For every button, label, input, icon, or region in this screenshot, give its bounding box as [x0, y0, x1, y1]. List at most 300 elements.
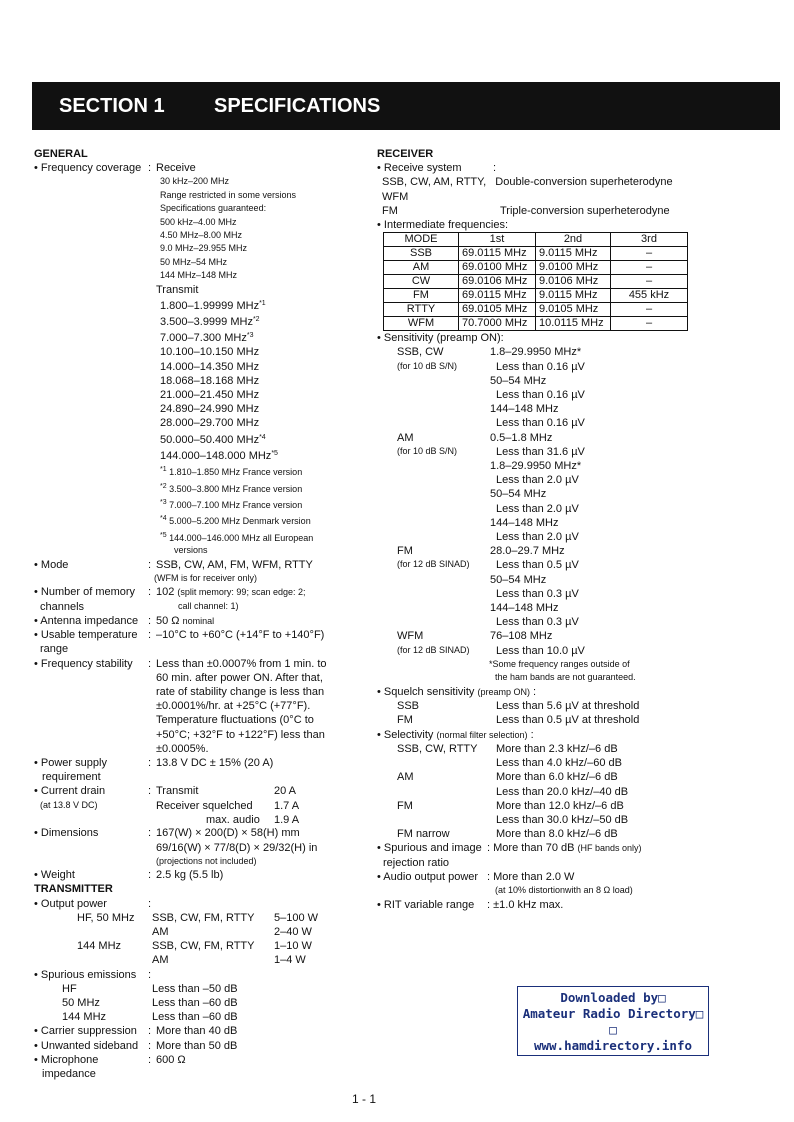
- output-row: [34, 939, 364, 953]
- sens-value: Less than 0.16 µV: [496, 389, 585, 402]
- temp-label: • Usable temperature: [34, 629, 138, 642]
- sens-value: Less than 2.0 µV: [496, 531, 579, 544]
- watermark-line3: □: [609, 1022, 617, 1037]
- stability-line: 60 min. after power ON. After that,: [156, 671, 323, 684]
- drain-value: 1.7 A: [274, 799, 300, 812]
- if-row: [384, 261, 688, 275]
- receive-range: Range restricted in some versions: [160, 189, 297, 200]
- transmit-range-text: 18.068–18.168 MHz: [160, 374, 260, 387]
- sens-line: [377, 544, 707, 558]
- selectivity-value: More than 8.0 kHz/–6 dB: [496, 828, 618, 841]
- memory-label: • Number of memory: [34, 586, 136, 599]
- transmit-range: [160, 374, 364, 388]
- if-cell: –: [611, 317, 688, 331]
- transmit-range-mark: *2: [252, 316, 260, 324]
- receive-ranges: [34, 175, 364, 282]
- if-cell: 69.0100 MHz: [459, 261, 536, 275]
- sens-line: [377, 558, 707, 572]
- sens-note: (for 12 dB SINAD): [397, 559, 470, 570]
- transmit-range: [160, 388, 364, 402]
- receive-range: 500 kHz–4.00 MHz: [160, 216, 237, 227]
- sens-label: • Sensitivity (preamp ON):: [377, 332, 504, 345]
- squelch-label: • Squelch sensitivity: [377, 685, 475, 698]
- transmit-range: [160, 447, 364, 463]
- sens-value: Less than 0.5 µV: [496, 559, 579, 572]
- sens-value: 0.5–1.8 MHz: [490, 431, 553, 444]
- transmit-range: [160, 313, 364, 329]
- if-cell: 9.0115 MHz: [536, 247, 611, 261]
- sens-value: 144–148 MHz: [490, 516, 559, 529]
- memory-note2: call channel: 1): [178, 600, 239, 611]
- dimensions-row: • Dimensions : 167(W) × 200(D) × 58(H) mm 69/16(W) × 77/8(D) × 29/32(H) in (projections not included): [34, 826, 364, 868]
- dim-value-in: 69/16(W) × 77/8(D) × 29/32(H) in: [156, 841, 318, 854]
- squelch-value: Less than 0.5 µV at threshold: [496, 714, 640, 727]
- sens-line: [377, 530, 707, 544]
- sens-value: 50–54 MHz: [490, 374, 547, 387]
- receive-range: 4.50 MHz–8.00 MHz: [160, 230, 243, 241]
- antenna-row: • Antenna impedance : 50 Ω nominal: [34, 614, 215, 627]
- note-mark: *2: [160, 482, 167, 490]
- transmit-range: [160, 431, 364, 447]
- sens-line: [377, 644, 707, 658]
- note-text: 1.810–1.850 MHz France version: [166, 467, 303, 478]
- transmit-range: [160, 402, 364, 416]
- mic-label: • Microphone: [34, 1053, 99, 1066]
- selectivity-row: [377, 785, 707, 799]
- selectivity-mode: AM: [397, 771, 414, 784]
- sens-line: [377, 416, 707, 430]
- mode-note: (WFM is for receiver only): [154, 572, 258, 583]
- transmit-range-mark: *3: [246, 332, 254, 340]
- sens-mode: [377, 388, 490, 402]
- spurious-table: [34, 982, 364, 1025]
- if-row: [384, 275, 688, 289]
- transmit-range-mark: *1: [259, 299, 266, 307]
- sens-value: Less than 0.3 µV: [496, 587, 579, 600]
- watermark-line2: Amateur Radio Directory□: [522, 1006, 704, 1021]
- sel-label: • Selectivity: [377, 728, 434, 741]
- output-row: [34, 953, 364, 967]
- sens-mode: [377, 502, 490, 516]
- if-cell: 69.0115 MHz: [459, 289, 536, 303]
- note-mark: *4: [160, 515, 167, 523]
- if-cell: 10.0115 MHz: [536, 317, 611, 331]
- mode-value: SSB, CW, AM, FM, WFM, RTTY: [156, 558, 313, 571]
- antenna-label: • Antenna impedance: [34, 614, 139, 627]
- mode-row: • Mode : SSB, CW, AM, FM, WFM, RTTY: [34, 558, 364, 572]
- drain-label: • Current drain: [34, 785, 106, 798]
- sens-line: [377, 388, 707, 402]
- output-value: 5–100 W: [274, 911, 319, 924]
- mode-label: • Mode: [34, 558, 69, 571]
- if-cell: 9.0106 MHz: [536, 275, 611, 289]
- sens-line: [377, 459, 707, 473]
- sens-line: [377, 431, 707, 445]
- if-header-cell: 1st: [459, 233, 536, 247]
- if-cell: –: [611, 261, 688, 275]
- selectivity-mode: FM: [397, 799, 413, 812]
- mic-value: 600 Ω: [156, 1053, 186, 1066]
- selectivity-value: Less than 30.0 kHz/–50 dB: [496, 813, 629, 826]
- output-mode: SSB, CW, FM, RTTY: [152, 940, 255, 953]
- drain-values: [156, 784, 364, 827]
- sens-mode: [377, 516, 490, 530]
- transmit-range-text: 10.100–10.150 MHz: [160, 346, 260, 359]
- selectivity-row: [377, 770, 707, 784]
- system-label: • Receive system: [377, 162, 462, 175]
- spur-row: [34, 982, 364, 996]
- selectivity-mode: [377, 785, 496, 799]
- selectivity-row: [377, 799, 707, 813]
- sideband-value: More than 50 dB: [156, 1039, 238, 1052]
- sens-value: 144–148 MHz: [490, 403, 559, 416]
- if-cell: –: [611, 303, 688, 317]
- if-header-row: [384, 233, 688, 247]
- sens-line: [377, 402, 707, 416]
- sens-mode: [377, 402, 490, 416]
- receive-range: 30 kHz–200 MHz: [160, 176, 230, 187]
- if-cell: 69.0115 MHz: [459, 247, 536, 261]
- spur-tx-label: • Spurious emissions: [34, 968, 137, 981]
- memory-label2: channels: [40, 600, 85, 613]
- drain-value: 20 A: [274, 785, 297, 798]
- receiver-heading: RECEIVER: [377, 148, 434, 160]
- selectivity-mode: [377, 756, 496, 770]
- if-cell: 9.0100 MHz: [536, 261, 611, 275]
- sens-mode: [377, 459, 490, 473]
- selectivity-row: [377, 742, 707, 756]
- download-watermark: [517, 986, 709, 1056]
- stability-line: +50°C; +32°F to +122°F) less than: [156, 728, 325, 741]
- output-band: 144 MHz: [77, 940, 122, 953]
- if-cell: CW: [384, 275, 459, 289]
- sens-mode: WFM: [397, 630, 424, 643]
- selectivity-row: [377, 827, 707, 841]
- receive-range: 144 MHz–148 MHz: [160, 270, 238, 281]
- transmit-range-text: 50.000–50.400 MHz: [160, 433, 260, 446]
- spur-rx-label: • Spurious and image: [377, 842, 482, 855]
- sens-mode: [377, 573, 490, 587]
- sens-line: [377, 487, 707, 501]
- if-cell: 9.0105 MHz: [536, 303, 611, 317]
- sens-mode: [377, 587, 490, 601]
- spur-row: [34, 996, 364, 1010]
- if-header-cell: 3rd: [611, 233, 688, 247]
- system-line1: SSB, CW, AM, RTTY, Double-conversion superheterodyne: [382, 176, 673, 189]
- transmit-range-text: 24.890–24.990 MHz: [160, 403, 260, 416]
- carrier-row: • Carrier suppression : More than 40 dB: [34, 1024, 364, 1038]
- temperature-row: • Usable temperature : –10°C to +60°C (+14°F to +140°F): [34, 628, 364, 642]
- sens-mode: [377, 374, 490, 388]
- selectivity-mode: FM narrow: [397, 828, 450, 841]
- sens-line: [377, 615, 707, 629]
- sens-value: Less than 31.6 µV: [496, 445, 585, 458]
- sens-value: Less than 2.0 µV: [496, 502, 579, 515]
- stability-line: ±0.0005%.: [156, 742, 209, 755]
- if-row: [384, 247, 688, 261]
- transmit-range-text: 1.800–1.99999 MHz: [160, 299, 260, 312]
- transmit-range-text: 21.000–21.450 MHz: [160, 389, 260, 402]
- section-number: SECTION 1: [59, 95, 165, 117]
- sel-label-row: • Selectivity (normal filter selection) :: [377, 728, 534, 741]
- receive-label: Receive: [156, 162, 196, 175]
- note-mark: *1: [160, 466, 167, 474]
- sens-line: [377, 374, 707, 388]
- spur-value: Less than –60 dB: [152, 1011, 238, 1024]
- stability-line: Less than ±0.0007% from 1 min. to: [156, 657, 327, 670]
- section-title: SPECIFICATIONS: [214, 95, 381, 117]
- sens-value: Less than 0.3 µV: [496, 616, 579, 629]
- transmit-note: [160, 496, 364, 512]
- rit-value: ±1.0 kHz max.: [493, 898, 564, 911]
- sens-mode: [377, 487, 490, 501]
- output-value: 2–40 W: [274, 926, 312, 939]
- output-row: [34, 911, 364, 925]
- note-text: 7.000–7.100 MHz France version: [166, 499, 303, 510]
- mic-label2: impedance: [42, 1068, 96, 1081]
- sens-mode: AM: [397, 431, 414, 444]
- squelch-value: Less than 5.6 µV at threshold: [496, 700, 640, 713]
- if-cell: 9.0115 MHz: [536, 289, 611, 303]
- spur-row: [34, 1010, 364, 1024]
- mic-row: • Microphone : 600 Ω: [34, 1053, 364, 1067]
- if-cell: 69.0105 MHz: [459, 303, 536, 317]
- antenna-note: nominal: [182, 615, 215, 626]
- output-mode: AM: [152, 926, 169, 939]
- transmit-ranges: [34, 297, 364, 463]
- if-row: [384, 303, 688, 317]
- squelch-note: (preamp ON): [477, 686, 530, 697]
- note-text: 3.500–3.800 MHz France version: [166, 483, 303, 494]
- stability-line: ±0.0001%/hr. at +25°C (+77°F).: [156, 700, 311, 713]
- output-power-table: [34, 911, 364, 968]
- stability-label: • Frequency stability: [34, 657, 133, 670]
- spur-rx-note: (HF bands only): [577, 843, 642, 854]
- drain-row: [156, 813, 364, 827]
- squelch-mode: SSB: [397, 700, 420, 713]
- sens-value: 76–108 MHz: [490, 630, 553, 643]
- transmit-range-text: 28.000–29.700 MHz: [160, 417, 260, 430]
- if-cell: WFM: [384, 317, 459, 331]
- output-band: [34, 925, 152, 939]
- output-mode: AM: [152, 954, 169, 967]
- sens-value: Less than 2.0 µV: [496, 474, 579, 487]
- sensitivity-list: [377, 345, 707, 657]
- transmit-note: [160, 463, 364, 479]
- dim-label: • Dimensions: [34, 827, 99, 840]
- transmit-note: [160, 480, 364, 496]
- power-label: • Power supply: [34, 756, 107, 769]
- if-cell: –: [611, 247, 688, 261]
- if-header-cell: 2nd: [536, 233, 611, 247]
- receive-range: 50 MHz–54 MHz: [160, 256, 228, 267]
- sens-footnote1: *Some frequency ranges outside of: [489, 658, 630, 669]
- drain-row: [156, 799, 364, 813]
- if-cell: AM: [384, 261, 459, 275]
- output-value: 1–10 W: [274, 940, 312, 953]
- receive-range: 9.0 MHz–29.955 MHz: [160, 243, 248, 254]
- sens-mode: FM: [397, 545, 413, 558]
- sens-mode: [377, 473, 490, 487]
- if-row: [384, 289, 688, 303]
- left-column: GENERAL • Frequency coverage : Receive 30 kHz–200 MHz Range restricted in some versions Specifications guaranteed: 500 kHz–4.00 MHz 4.50 MHz–8.00 MHz 9.0 MHz–29.955 MHz 50 MHz–54 MHz 144 MHz–148 MHz Transmit 1.800–1.99999 MHz$^{*1}$ 3.500–3.9999 MHz$^{*2}$ 7.000–7.300 MHz$^{*3}$ 10.100–10.150 MHz 14.000–14.350 MHz 18.068–18.168 MHz 21.000–21.450 MHz 24.890–24.990 MHz 28.000–29.700 MHz 50.000–50.400 MHz$^{*4}$ 144.000–148.000 MHz$^{*5}$ $^{*1}$ 1.810–1.850 MHz France version $^{*2}$ 3.500–3.800 MHz France version $^{*3}$ 7.000–7.100 MHz France version $^{*4}$ 5.000–5.200 MHz Denmark version $^{*5}$ 144.000–146.000 MHz all European versions • Mode : SSB, CW, AM, FM, WFM, RTTY (WFM is for receiver only) • Number of memory : 102 (split memory: 99; scan edge: 2; channels call channel: 1) • Antenna impedance : 50 Ω nominal • Usable temperature : –10°C to +60°C (+14°F to +140°F) range • Frequency stability : Less than ±0.0007% from 1 min. to 60 min. after power ON. After that, rate of stability change is less than ±0.0001%/hr. at +25°C (+77°F). Temperature fluctuations (0°C to +50°C; +32°F to +122°F) less than ±0.0005%. • Power supply : 13.8 V DC ± 15% (20 A) requirement • Current drain : Transmit 20 A Receiver squelched 1.7 A max. audio 1.9 A (at 13.8 V DC) • Dimensions : 167(W) × 200(D) × 58(H) mm 69/16(W) × 77/8(D) × 29/32(H) in (projections not included) • Weight : 2.5 kg (5.5 lb) TRANSMITTER • Output power : HF, 50 MHz SSB, CW, FM, RTTY 5–100 W AM 2–40 W 144 MHz SSB, CW, FM, RTTY 1–10 W AM 1–4 W • Spurious emissions : HF Less than –50 dB 50 MHz Less than –60 dB 144 MHz Less than –60 dB • Carrier suppression : More than 40 dB • Unwanted sideband : More than 50 dB • Microphone : 600 Ω impedance: [34, 147, 364, 1081]
- squelch-label-row: • Squelch sensitivity (preamp ON) :: [377, 685, 537, 698]
- transmit-note: [160, 529, 364, 545]
- watermark-url[interactable]: www.hamdirectory.info: [533, 1038, 693, 1053]
- sens-mode: [377, 601, 490, 615]
- weight-row: • Weight : 2.5 kg (5.5 lb): [34, 868, 364, 882]
- note-mark: *5: [160, 531, 167, 539]
- if-label: • Intermediate frequencies:: [377, 219, 509, 232]
- if-cell: 70.7000 MHz: [459, 317, 536, 331]
- audio-note: (at 10% distortionwith an 8 Ω load): [495, 885, 633, 896]
- transmit-notes: [34, 463, 364, 545]
- selectivity-value: Less than 4.0 kHz/–60 dB: [496, 757, 622, 770]
- system-fm: FM: [382, 204, 398, 217]
- squelch-row: [377, 699, 707, 713]
- sens-note: (for 10 dB S/N): [397, 360, 458, 371]
- power-value: 13.8 V DC ± 15% (20 A): [156, 756, 274, 769]
- sideband-label: • Unwanted sideband: [34, 1039, 139, 1052]
- sens-line: [377, 445, 707, 459]
- selectivity-mode: [377, 813, 496, 827]
- sens-mode: [377, 615, 490, 629]
- power-row: • Power supply : 13.8 V DC ± 15% (20 A): [34, 756, 364, 770]
- rit-label: • RIT variable range: [377, 898, 475, 911]
- output-band: [34, 953, 152, 967]
- drain-row: [156, 784, 364, 798]
- sens-line: [377, 473, 707, 487]
- transmit-range: [160, 360, 364, 374]
- if-cell: RTTY: [384, 303, 459, 317]
- drain-note: (at 13.8 V DC): [40, 800, 98, 810]
- drain-name: max. audio: [206, 813, 260, 826]
- squelch-mode: FM: [397, 714, 413, 727]
- audio-value: More than 2.0 W: [493, 870, 575, 883]
- antenna-value: 50 Ω: [156, 614, 180, 627]
- spur-value: Less than –60 dB: [152, 997, 238, 1010]
- sens-value: 1.8–29.9950 MHz*: [490, 346, 582, 359]
- temp-value: –10°C to +60°C (+14°F to +140°F): [156, 629, 325, 642]
- output-row: [34, 925, 364, 939]
- transmit-range-text: 7.000–7.300 MHz: [160, 332, 247, 345]
- sens-line: [377, 573, 707, 587]
- stability-value: [156, 657, 364, 756]
- power-label2: requirement: [42, 771, 101, 784]
- transmitter-heading: TRANSMITTER: [34, 883, 113, 896]
- selectivity-row: [377, 813, 707, 827]
- sens-value: 50–54 MHz: [490, 573, 547, 586]
- transmit-range-text: 3.500–3.9999 MHz: [160, 316, 253, 329]
- notes-cont: versions: [174, 545, 208, 556]
- output-band: HF, 50 MHz: [77, 911, 135, 924]
- drain-name: Transmit: [156, 785, 199, 798]
- output-mode: SSB, CW, FM, RTTY: [152, 911, 255, 924]
- sens-line: [377, 516, 707, 530]
- sens-line: [377, 345, 707, 359]
- spur-band: 50 MHz: [62, 997, 100, 1010]
- note-mark: *3: [160, 498, 167, 506]
- selectivity-value: More than 12.0 kHz/–6 dB: [496, 799, 624, 812]
- sens-mode: [377, 530, 490, 544]
- sens-line: [377, 587, 707, 601]
- spur-band: 144 MHz: [62, 1011, 107, 1024]
- selectivity-value: More than 2.3 kHz/–6 dB: [496, 742, 618, 755]
- sens-value: 1.8–29.9950 MHz*: [490, 460, 582, 473]
- sens-value: Less than 10.0 µV: [496, 644, 585, 657]
- sens-footnote2: the ham bands are not guaranteed.: [495, 672, 636, 683]
- memory-row: • Number of memory : 102 (split memory: 99; scan edge: 2;: [34, 586, 306, 599]
- if-cell: 455 kHz: [611, 289, 688, 303]
- transmit-label: Transmit: [156, 283, 199, 296]
- transmit-note: [160, 512, 364, 528]
- sens-value: 28.0–29.7 MHz: [490, 545, 565, 558]
- memory-value: 102: [156, 586, 175, 599]
- weight-label: • Weight: [34, 869, 75, 882]
- drain-row: • Current drain : Transmit 20 A Receiver squelched 1.7 A max. audio 1.9 A: [34, 784, 364, 827]
- selectivity-row: [377, 756, 707, 770]
- spur-rx-label2: rejection ratio: [383, 856, 450, 869]
- if-table: [383, 232, 688, 331]
- squelch-row: [377, 713, 707, 727]
- sens-value: 50–54 MHz: [490, 488, 547, 501]
- system-fm-value: Triple-conversion superheterodyne: [500, 204, 670, 217]
- receive-range: Specifications guaranteed:: [160, 203, 267, 214]
- selectivity-value: More than 6.0 kHz/–6 dB: [496, 771, 618, 784]
- carrier-value: More than 40 dB: [156, 1025, 238, 1038]
- sens-line: [377, 629, 707, 643]
- transmit-range: [160, 329, 364, 345]
- page-number: 1 - 1: [352, 1092, 377, 1106]
- sens-note: (for 12 dB SINAD): [397, 644, 470, 655]
- if-cell: SSB: [384, 247, 459, 261]
- selectivity-mode: SSB, CW, RTTY: [397, 742, 478, 755]
- stability-line: rate of stability change is less than: [156, 685, 325, 698]
- note-text: 5.000–5.200 MHz Denmark version: [166, 516, 311, 527]
- stability-line: Temperature fluctuations (0°C to: [156, 714, 314, 727]
- sideband-row: • Unwanted sideband : More than 50 dB: [34, 1039, 364, 1053]
- spur-value: Less than –50 dB: [152, 982, 238, 995]
- selectivity-table: [377, 742, 707, 841]
- sens-line: [377, 601, 707, 615]
- spur-band: HF: [62, 982, 77, 995]
- section-banner: [32, 82, 780, 130]
- sens-mode: SSB, CW: [397, 346, 444, 359]
- note-text: 144.000–146.000 MHz all European: [166, 532, 314, 543]
- system-line2: WFM: [382, 190, 409, 203]
- transmit-range-text: 144.000–148.000 MHz: [160, 449, 272, 462]
- sens-note: (for 10 dB S/N): [397, 445, 458, 456]
- sens-line: [377, 502, 707, 516]
- audio-label: • Audio output power: [377, 870, 479, 883]
- sens-value: 144–148 MHz: [490, 602, 559, 615]
- general-heading: GENERAL: [34, 148, 88, 160]
- selectivity-value: Less than 20.0 kHz/–40 dB: [496, 785, 629, 798]
- sens-mode: [377, 416, 490, 430]
- stability-row: • Frequency stability : Less than ±0.0007% from 1 min. to 60 min. after power ON. After that, rate of stability change is less than ±0.0001%/hr. at +25°C (+77°F). Temperature fluctuations (0°C to +50°C; +32°F to +122°F) less than ±0.0005%.: [34, 657, 364, 756]
- weight-value: 2.5 kg (5.5 lb): [156, 869, 224, 882]
- dim-note: (projections not included): [156, 855, 257, 866]
- sens-line: [377, 360, 707, 374]
- dim-value: 167(W) × 200(D) × 58(H) mm: [156, 827, 300, 840]
- sel-note: (normal filter selection): [436, 729, 528, 740]
- transmit-range-text: 14.000–14.350 MHz: [160, 360, 260, 373]
- if-cell: FM: [384, 289, 459, 303]
- output-label: • Output power: [34, 897, 107, 910]
- memory-note: (split memory: 99; scan edge: 2;: [177, 587, 306, 598]
- if-cell: 69.0106 MHz: [459, 275, 536, 289]
- output-value: 1–4 W: [274, 954, 306, 967]
